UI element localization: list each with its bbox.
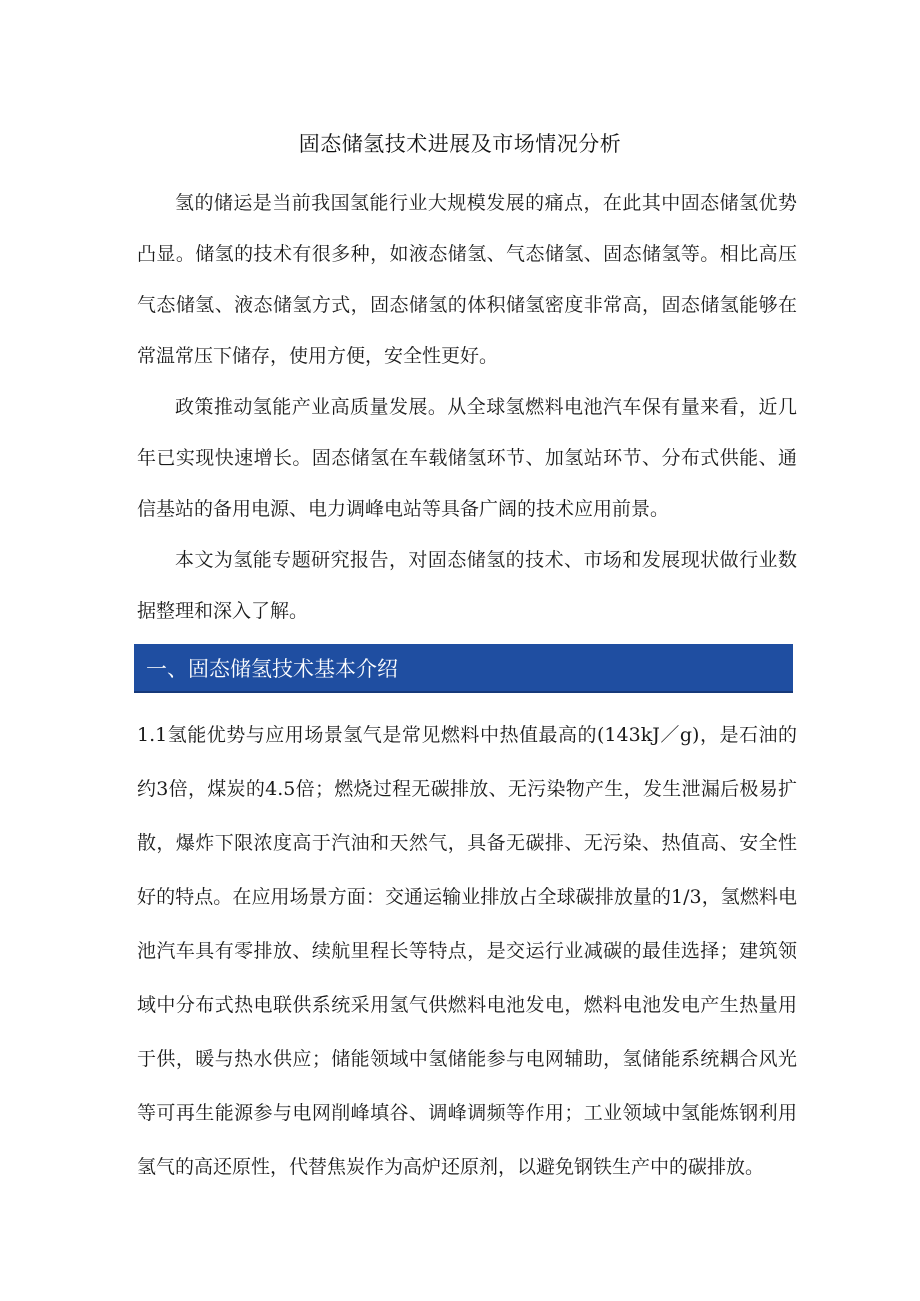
section-header-bar xyxy=(134,644,793,691)
section-body-paragraph: 1.1氢能优势与应用场景氢气是常见燃料中热值最高的(143kJ／g)，是石油的约3倍，煤炭的4.5倍；燃烧过程无碳排放、无污染物产生，发生泄漏后极易扩散，爆炸下限浓度高于汽油和天然气，具备无碳排、无污染、热值高、安全性好的特点。在应用场景方面：交通运输业排放占全球碳排放量的1/3，氢燃料电池汽车具有零排放、续航里程长等特点，是交运行业减碳的最佳选择；建筑领域中分布式热电联供系统采用氢气供燃料电池发电，燃料电池发电产生热量用于供，暖与热水供应；储能领域中氢储能参与电网辅助，氢储能系统耦合风光等可再生能源参与电网削峰填谷、调峰调频等作用；工业领域中氢能炼钢利用氢气的高还原性，代替焦炭作为高炉还原剂，以避免钢铁生产中的碳排放。 xyxy=(137,724,797,1178)
intro-paragraph-1: 氢的储运是当前我国氢能行业大规模发展的痛点，在此其中固态储氢优势凸显。储氢的技术有很多种，如液态储氢、气态储氢、固态储氢等。相比高压气态储氢、液态储氢方式，固态储氢的体积储氢密度非常高，固态储氢能够在常温常压下储存，使用方便，安全性更好。 xyxy=(137,192,797,367)
intro-paragraph-2: 政策推动氢能产业高质量发展。从全球氢燃料电池汽车保有量来看，近几年已实现快速增长。固态储氢在车载储氢环节、加氢站环节、分布式供能、通信基站的备用电源、电力调峰电站等具备广阔的技术应用前景。 xyxy=(137,396,797,520)
intro-paragraph-3: 本文为氢能专题研究报告，对固态储氢的技术、市场和发展现状做行业数据整理和深入了解。 xyxy=(137,549,797,622)
section-title: 一、固态储氢技术基本介绍 xyxy=(146,656,398,681)
page-title: 固态储氢技术进展及市场情况分析 xyxy=(298,132,622,156)
